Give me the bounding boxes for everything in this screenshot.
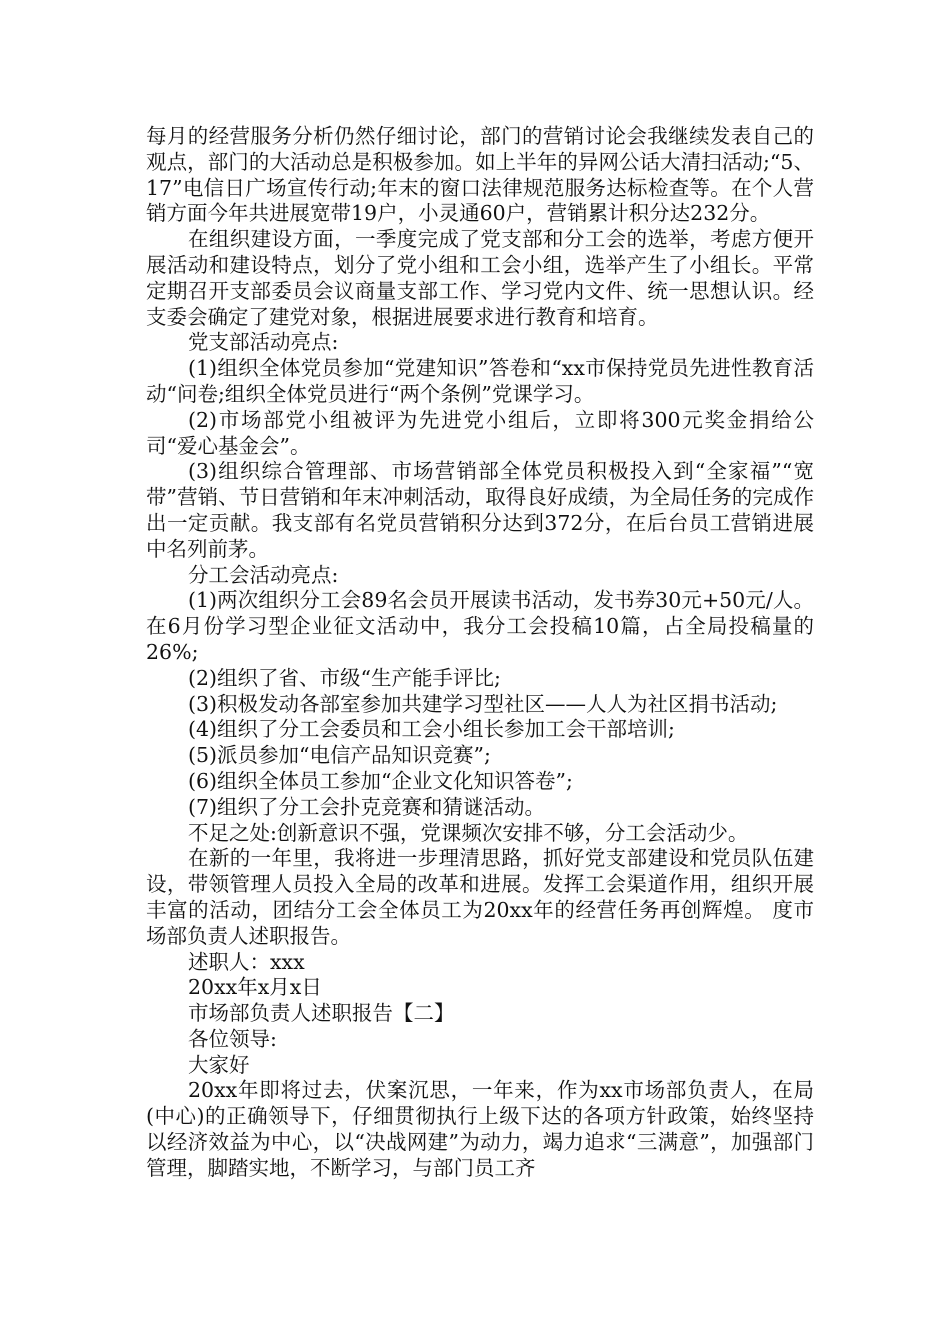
list-item: (4)组织了分工会委员和工会小组长参加工会干部培训; xyxy=(188,717,675,742)
paragraph: 在组织建设方面，一季度完成了党支部和分工会的选举，考虑方便开展活动和建设特点，划分了党小组和工会小组，选举产生了小组长。平常定期召开支部委员会议商量支部工作、学习党内文件、统一思想认识。经支委会确定了建党对象，根据进展要求进行教育和培育。 xyxy=(146,227,814,329)
greeting: 大家好 xyxy=(188,1052,250,1077)
list-item: (2)组织了省、市级“生产能手评比; xyxy=(188,665,501,690)
list-item: (3)积极发动各部室参加共建学习型社区——人人为社区捐书活动; xyxy=(188,691,778,716)
report-title: 市场部负责人述职报告【二】 xyxy=(188,1001,455,1026)
paragraph: 每月的经营服务分析仍然仔细讨论，部门的营销讨论会我继续发表自己的观点，部门的大活动总是积极参加。如上半年的异网公话大清扫活动;“5、17”电信日广场宣传行动;年末的窗口法律规范服务达标检查等。在个人营销方面今年共进展宽带19户，小灵通60户，营销累计积分达232分。 xyxy=(146,124,814,226)
date-line: 20xx年x月x日 xyxy=(188,975,322,1000)
paragraph: 在新的一年里，我将进一步理清思路，抓好党支部建设和党员队伍建设，带领管理人员投入全局的改革和进展。发挥工会渠道作用，组织开展丰富的活动，团结分工会全体员工为20xx年的经营任务再创辉煌。 度市场部负责人述职报告。 xyxy=(146,846,814,948)
paragraph: 20xx年即将过去，伏案沉思，一年来，作为xx市场部负责人，在局(中心)的正确领导下，仔细贯彻执行上级下达的各项方针政策，始终坚持以经济效益为中心，以“决战网建”为动力，竭力追求“三满意”，加强部门管理，脚踏实地，不断学习，与部门员工齐 xyxy=(146,1078,814,1180)
section-heading: 党支部活动亮点: xyxy=(188,330,339,355)
list-item: (5)派员参加“电信产品知识竞赛”; xyxy=(188,743,491,768)
list-item: (6)组织全体员工参加“企业文化知识答卷”; xyxy=(188,768,573,793)
document-body xyxy=(146,124,814,1182)
section-heading: 分工会活动亮点: xyxy=(188,562,339,587)
list-item: (1)两次组织分工会89名会员开展读书活动，发书券30元+50元/人。在6月份学习型企业征文活动中，我分工会投稿10篇，占全局投稿量的26%; xyxy=(146,588,814,664)
salutation: 各位领导: xyxy=(188,1026,277,1051)
list-item: (1)组织全体党员参加“党建知识”答卷和“xx市保持党员先进性教育活动“问卷;组织全体党员进行“两个条例”党课学习。 xyxy=(146,356,814,406)
list-item: (2)市场部党小组被评为先进党小组后，立即将300元奖金捐给公司“爱心基金会”。 xyxy=(146,407,814,458)
list-item: (7)组织了分工会扑克竞赛和猜谜活动。 xyxy=(188,794,546,819)
reporter-line: 述职人：xxx xyxy=(188,949,305,974)
paragraph: 不足之处:创新意识不强，党课频次安排不够，分工会活动少。 xyxy=(188,820,749,845)
list-item: (3)组织综合管理部、市场营销部全体党员积极投入到“全家福”“宽带”营销、节日营销和年末冲刺活动，取得良好成绩，为全局任务的完成作出一定贡献。我支部有名党员营销积分达到372分，在后台员工营销进展中名列前茅。 xyxy=(146,459,814,561)
